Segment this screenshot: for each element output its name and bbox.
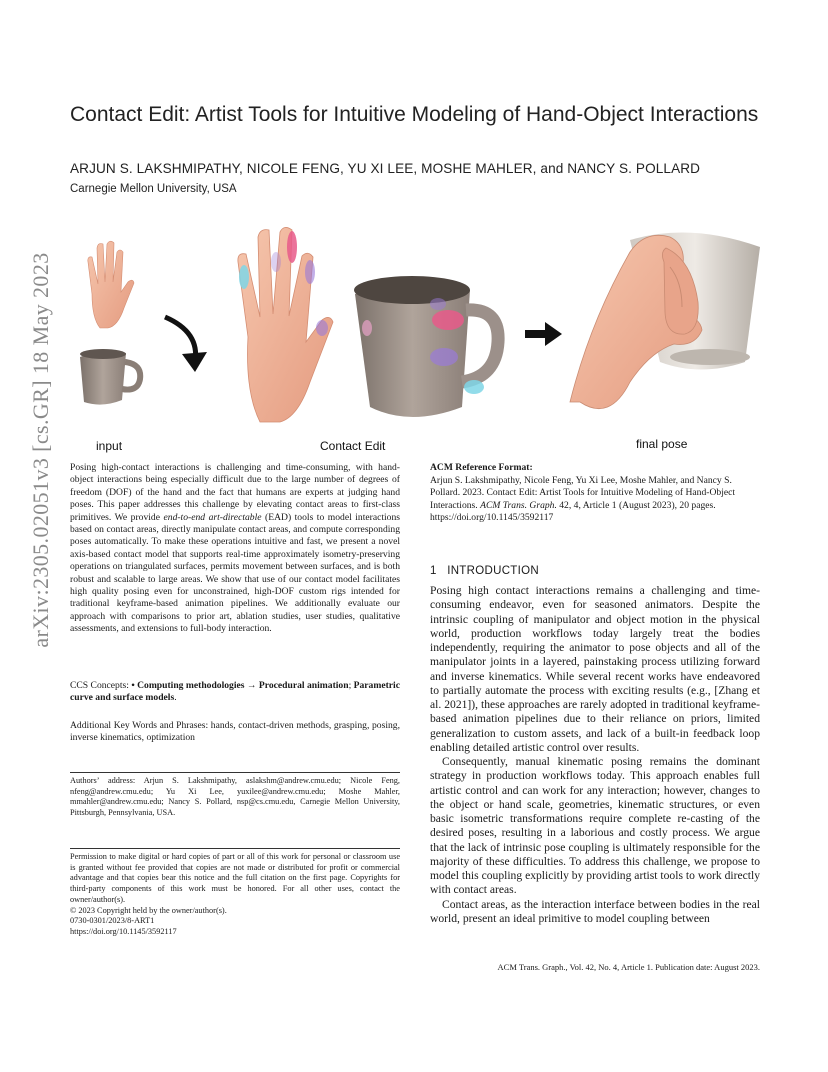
permission-text: Permission to make digital or hard copies of part or all of this work for personal or classroom use is granted without fee provided that copies are not made or distributed for profit or commercial advantage and that copies bear this notice and the full citation on the first page. Copyrights for third-party components of this work must be honored. For all other uses, contact the owner/author(s). bbox=[70, 852, 400, 904]
acm-reference-part-2: 42, 4, Article 1 (August 2023), 20 pages. https://doi.org/10.1145/3592117 bbox=[430, 499, 716, 524]
intro-paragraph-1: Posing high contact interactions remains a challenging and time-consuming endeavor, even for seasoned animators. Despite the intrinsic coupling of manipulator and object motion in the physical world, production workflows today largely treat the bodies independently, requiring the animator to pose objects and all of the manipulator joints in a layered, painstaking process utilizing forward and inverse kinematics. While several recent works have endeavored to partially automate the process with exciting results (e.g., [Zhang et al. 2021]), these approaches are rarely adopted in traditional keyframe-based animation pipelines due to their reliance on priors, limited generalization to custom assets, and lack of a built-in feedback loop enabling detailed artistic control over results. bbox=[430, 584, 760, 754]
abstract-text-2: (EAD) tools to model interactions based on contact areas, directly manipulate contact areas, and compute corresponding poses automatically. To make these operations intuitive and fast, we present a novel axis-based contact model that supports real-time approximately isometry-preserving operations on triangulated surfaces, permits movement between surfaces, and is both robust and scalable to large areas. We show that use of our contact model facilitates high quality posing even for unconstrained, high-DOF custom rigs intended for traditional keyframe-based animation pipelines. We additionally evaluate our approach with comparisons to prior art, ablation studies, user studies, qualitative assessments, and extensions to full-body interaction. bbox=[70, 511, 401, 635]
curved-arrow-icon bbox=[165, 317, 207, 372]
keywords: Additional Key Words and Phrases: hands, contact-driven methods, grasping, posing, inverse kinematics, optimization bbox=[70, 720, 400, 744]
intro-paragraph-2: Consequently, manual kinematic posing remains the dominant strategy in production workflows today. This approach enables full artistic control and can work for any interaction; however, changes to the object or hand scale, geometries, kinematic structures, or even basic isometric transformations require complete re-casting of the desired poses, resulting in a laborious and costly process. We argue that the lack of intrinsic pose coupling is ultimately responsible for the majority of these difficulties. To address this challenge, we propose to model this coupling explicitly by providing artist tools to work directly with contact areas. bbox=[430, 755, 760, 897]
footnote-rule bbox=[70, 772, 400, 773]
figure-label-input: input bbox=[96, 439, 123, 453]
contact-edit-mug-icon bbox=[354, 276, 498, 417]
ccs-separator: ; bbox=[348, 680, 354, 691]
input-mug-icon bbox=[80, 349, 140, 405]
intro-paragraph-3: Contact areas, as the interaction interface between bodies in the real world, present an ideal primitive to model coupling between bbox=[430, 897, 760, 925]
acm-reference-journal: ACM Trans. Graph. bbox=[480, 499, 557, 511]
section-title: INTRODUCTION bbox=[447, 565, 539, 577]
acm-reference-text bbox=[430, 475, 760, 525]
ccs-concept-2: Parametric curve and surface models bbox=[70, 680, 400, 704]
affiliation: Carnegie Mellon University, USA bbox=[70, 183, 237, 195]
abstract-text-1: Posing high-contact interactions is challenging and time-consuming, with hand-object interactions being especially difficult due to the large number of degrees of freedom (DOF) of the hand and the fact that humans are experts at judging hand poses. This paper addresses this challenge by elevating contact areas to first-class primitives. We provide bbox=[70, 462, 400, 523]
arxiv-id: arXiv:2305.02051v3 [cs.GR] 18 May 2023 bbox=[28, 252, 53, 648]
ccs-concept-1: • Computing methodologies → Procedural animation bbox=[131, 680, 349, 691]
author-list: ARJUN S. LAKSHMIPATHY, NICOLE FENG, YU XI LEE, MOSHE MAHLER, and NANCY S. POLLARD bbox=[70, 161, 701, 176]
final-pose-icon bbox=[570, 232, 760, 408]
permission-rule bbox=[70, 848, 400, 849]
permission-notice bbox=[70, 852, 400, 938]
page-footer: ACM Trans. Graph., Vol. 42, No. 4, Article 1. Publication date: August 2023. bbox=[497, 962, 760, 972]
contact-edit-hand-icon bbox=[238, 227, 333, 422]
acm-reference-heading: ACM Reference Format: bbox=[430, 462, 533, 473]
teaser-illustration bbox=[70, 222, 760, 452]
authors-address: Authors’ address: Arjun S. Lakshmipathy, aslakshm@andrew.cmu.edu; Nicole Feng, nfeng@andrew.cmu.edu; Yu Xi Lee, yuxilee@andrew.cmu.edu; Moshe Mahler, mmahler@andrew.cmu.edu; Nancy S. Pollard, nsp@cs.cmu.edu, Carnegie Mellon University, Pittsburgh, Pennsylvania, USA. bbox=[70, 776, 400, 818]
acm-reference-part-1: Arjun S. Lakshmipathy, Nicole Feng, Yu Xi Lee, Moshe Mahler, and Nancy S. Pollard. 2023. Contact Edit: Artist Tools for Intuitive Modeling of Hand-Object Interactions. bbox=[430, 475, 736, 511]
abstract-emphasis: end-to-end art-directable bbox=[163, 511, 262, 523]
figure-label-final-pose: final pose bbox=[636, 437, 688, 451]
ccs-prefix: CCS Concepts: bbox=[70, 680, 132, 691]
figure-label-contact-edit: Contact Edit bbox=[320, 439, 386, 453]
introduction-body bbox=[430, 584, 760, 926]
paper-title: Contact Edit: Artist Tools for Intuitive Modeling of Hand-Object Interactions bbox=[70, 103, 759, 126]
ccs-end: . bbox=[174, 692, 177, 704]
right-arrow-icon bbox=[525, 322, 562, 346]
input-hand-icon bbox=[88, 241, 134, 328]
section-heading bbox=[430, 565, 760, 577]
issn-line: 0730-0301/2023/8-ART1 bbox=[70, 916, 155, 926]
teaser-figure bbox=[70, 222, 760, 452]
arxiv-stamp bbox=[26, 252, 56, 648]
copyright-line: © 2023 Copyright held by the owner/author(s). bbox=[70, 905, 227, 915]
section-number: 1 bbox=[430, 565, 437, 577]
doi-link[interactable]: https://doi.org/10.1145/3592117 bbox=[70, 926, 177, 936]
ccs-concepts bbox=[70, 680, 400, 705]
abstract bbox=[70, 462, 400, 636]
